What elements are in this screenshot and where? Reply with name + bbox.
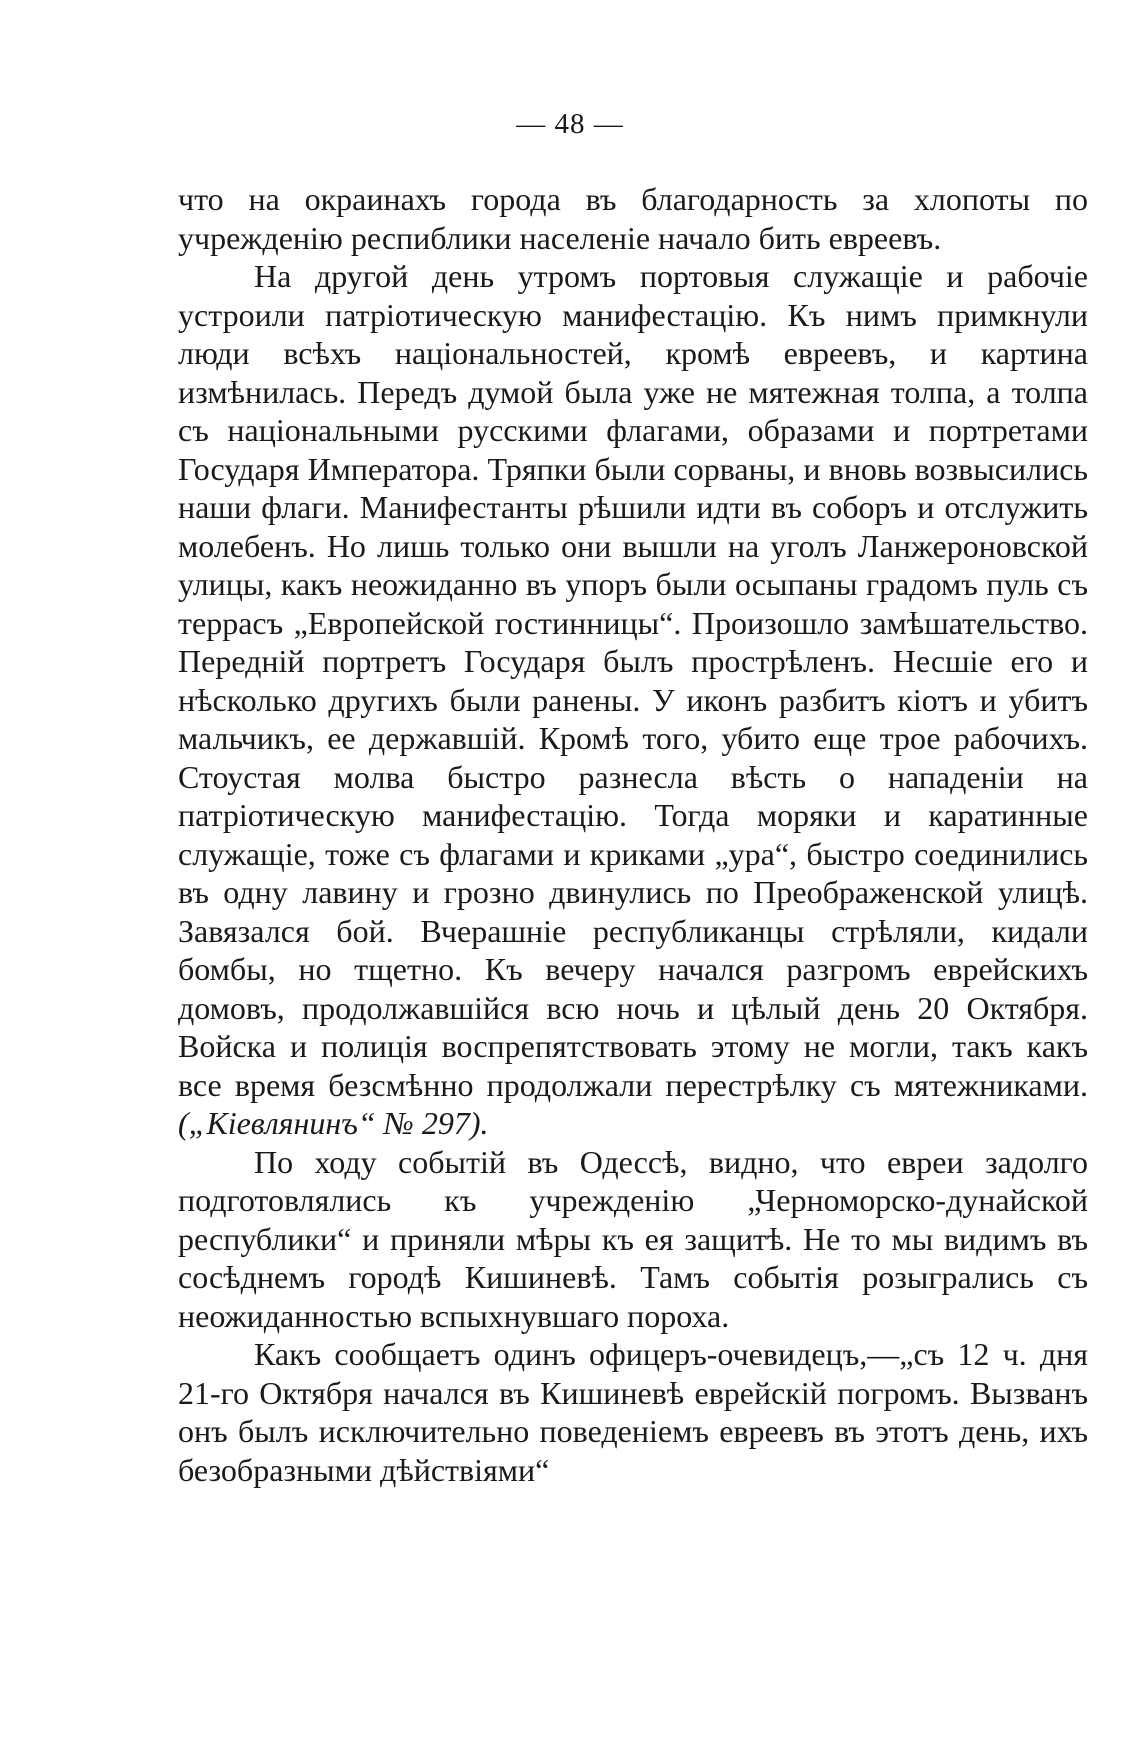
paragraph-4-text: Какъ сообщаетъ одинъ офицеръ-очевидецъ,—„съ 12 ч. дня 21-го Октября начался въ Кишиневѣ еврейскій погромъ. Вызванъ онъ былъ исключительно поведеніемъ евреевъ въ этотъ день, ихъ безобразными дѣйствіями“	[178, 1336, 1088, 1488]
paragraph-2	[178, 257, 1088, 1143]
paragraph-2-citation: („Кіевлянинъ“ № 297).	[178, 1105, 489, 1141]
paragraph-2-text: На другой день утромъ портовыя служащіе и рабочіе устроили патріотическую манифестацію. Къ нимъ примкнули люди всѣхъ національностей, кромѣ евреевъ, и картина измѣнилась. Передъ думой была уже не мятежная толпа, а толпа съ національными русскими флагами, образами и портретами Государя Императора. Тряпки были сорваны, и вновь возвысились наши флаги. Манифестанты рѣшили идти въ соборъ и отслужить молебенъ. Но лишь только они вышли на уголъ Ланжероновской улицы, какъ неожиданно въ упоръ были осыпаны градомъ пуль съ террасъ „Европейской гостинницы“. Произошло замѣшательство. Передній портретъ Государя былъ прострѣленъ. Несшіе его и нѣсколько другихъ были ранены. У иконъ разбитъ кіотъ и убитъ мальчикъ, ее державшій. Кромѣ того, убито еще трое рабочихъ. Стоустая молва быстро разнесла вѣсть о нападеніи на патріотическую манифестацію. Тогда моряки и каратинные служащіе, тоже съ флагами и криками „ура“, быстро соединились въ одну лавину и грозно двинулись по Преображенской улицѣ. Завязался бой. Вчерашніе республиканцы стрѣляли, кидали бомбы, но тщетно. Къ вечеру начался разгромъ еврейскихъ домовъ, продолжавшійся всю ночь и цѣлый день 20 Октября. Войска и полиція воспрепятствовать этому не могли, такъ какъ все время безсмѣнно продолжали перестрѣлку съ мятежниками.	[178, 258, 1088, 1103]
paragraph-1-text: что на окраинахъ города въ благодарность за хлопоты по учрежденію респиблики населеніе начало бить евреевъ.	[178, 181, 1088, 256]
paragraph-3	[178, 1143, 1088, 1336]
page-number: — 48 —	[516, 108, 624, 140]
paragraph-4	[178, 1335, 1088, 1489]
body-text	[178, 180, 1088, 1489]
paragraph-3-text: По ходу событій въ Одессѣ, видно, что евреи задолго подготовлялись къ учрежденію „Черноморско-дунайской республики“ и приняли мѣры къ ея защитѣ. Не то мы видимъ въ сосѣднемъ городѣ Кишиневѣ. Тамъ событія розыгрались съ неожиданностью вспыхнувшаго пороха.	[178, 1143, 1088, 1334]
paragraph-1	[178, 180, 1088, 257]
